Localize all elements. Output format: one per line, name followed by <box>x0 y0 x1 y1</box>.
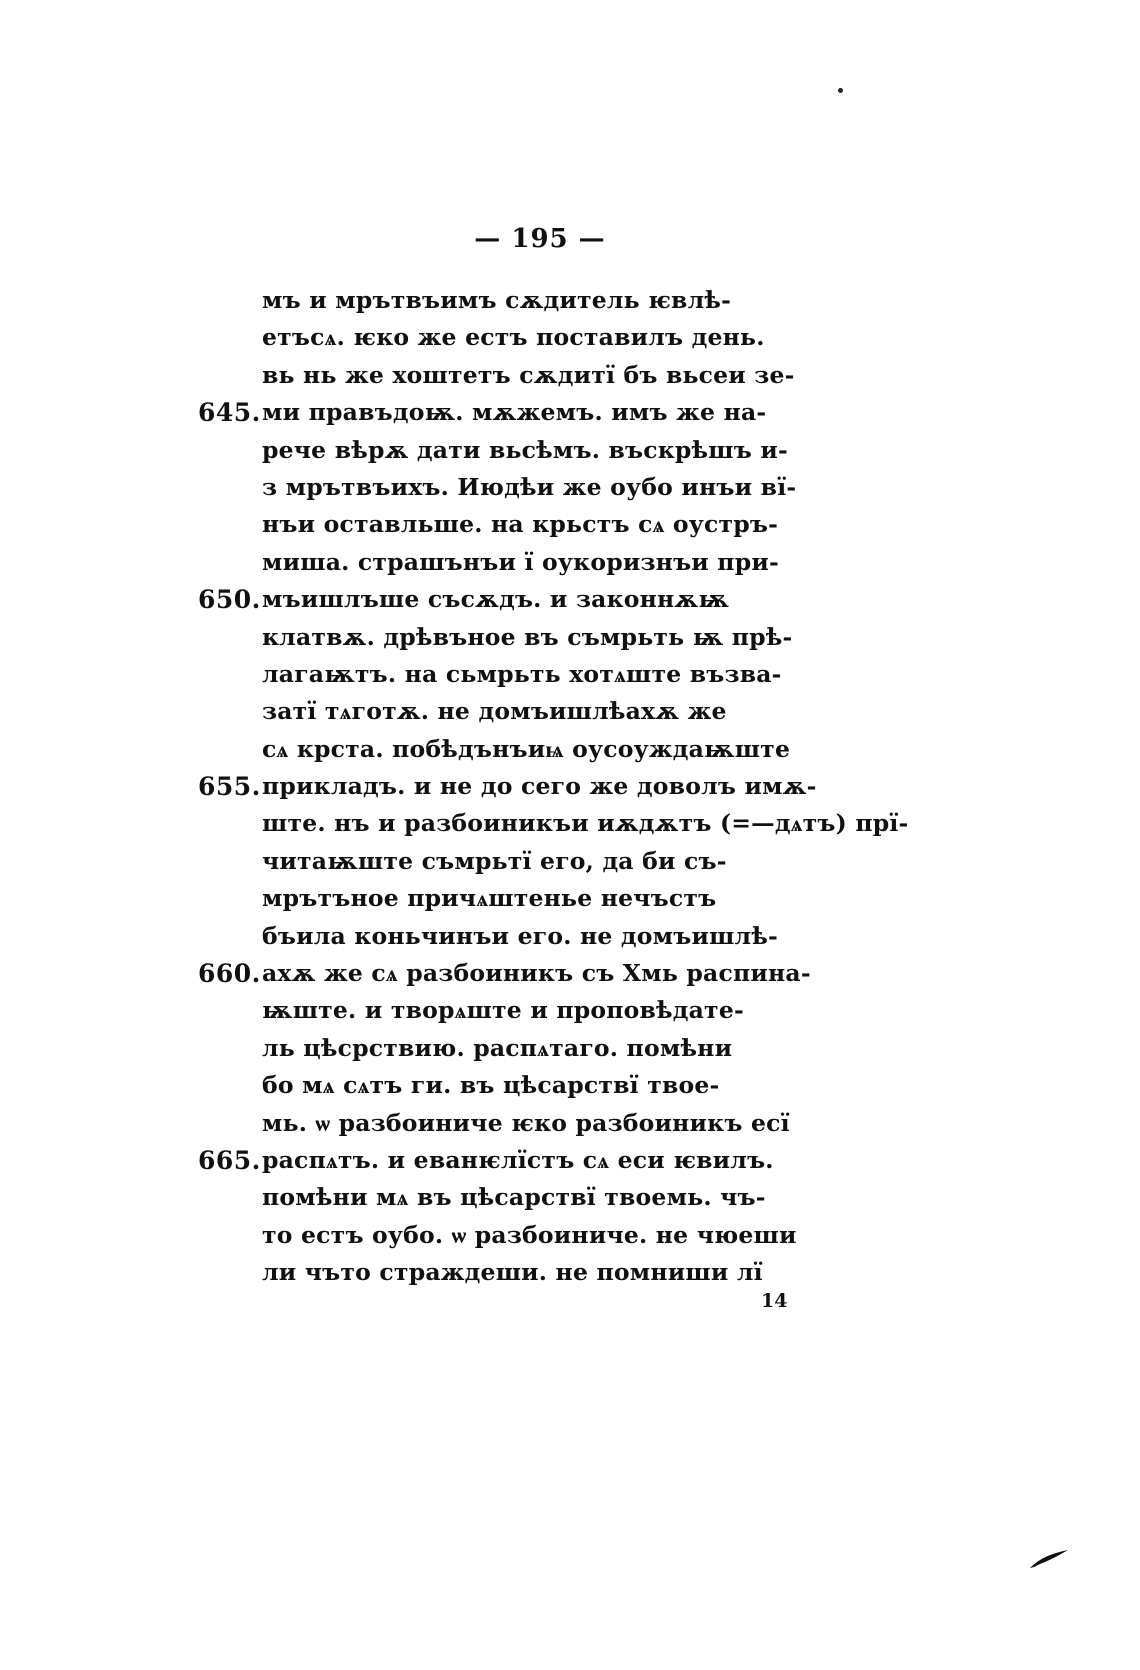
text-line <box>198 1067 898 1104</box>
line-number: 655. <box>198 772 261 802</box>
line-text: затї тѧготѫ. не домъишлѣахѫ же <box>262 697 727 726</box>
line-number: 645. <box>198 398 261 428</box>
stray-ink-dot <box>838 88 843 93</box>
line-number: 660. <box>198 959 261 989</box>
line-text: рече вѣрѫ дати вьсѣмъ. въскрѣшъ и- <box>262 435 788 464</box>
line-text: ми правъдоѭ. мѫжемъ. имъ же на- <box>262 398 767 427</box>
text-line <box>198 581 898 618</box>
text-line <box>198 1179 898 1216</box>
text-line <box>198 992 898 1029</box>
line-text: мъишлъше съсѫдъ. и законнѫѭ <box>262 585 730 614</box>
line-text: вь нь же хоштетъ сѫдитї бъ вьсеи зе- <box>262 360 795 389</box>
text-line <box>198 805 909 842</box>
text-line <box>198 394 898 431</box>
line-text: распѧтъ. и еванѥлїстъ сѧ еси ѥвилъ. <box>262 1145 774 1174</box>
line-text: лагаѭтъ. на сьмрьть хотѧште възва- <box>262 659 782 688</box>
line-text: сѧ крста. побѣдънъиѩ оусоуждаѭште <box>262 734 791 763</box>
line-text: етъсѧ. ѥко же естъ поставилъ день. <box>262 323 765 352</box>
line-text: клатвѫ. дрѣвъное въ съмрьть ѭ прѣ- <box>262 622 793 651</box>
line-text: помѣни мѧ въ цѣсарствї твоемь. чъ- <box>262 1183 766 1212</box>
line-text: бо мѧ сѧтъ ги. въ цѣсарствї твое- <box>262 1071 720 1100</box>
text-line <box>198 731 898 768</box>
text-line <box>198 469 898 506</box>
line-text: прикладъ. и не до сего же доволъ имѫ- <box>262 772 817 801</box>
text-line <box>198 768 898 805</box>
text-line <box>198 282 898 319</box>
line-number: 665. <box>198 1145 261 1175</box>
text-line <box>198 432 898 469</box>
text-line <box>198 693 898 730</box>
line-text: ѭште. и творѧште и проповѣдате- <box>262 996 744 1025</box>
text-line <box>198 918 898 955</box>
signature-mark: 14 <box>761 1290 788 1312</box>
line-text: ли чъто страждеши. не помниши лї <box>262 1258 763 1287</box>
line-text: читаѭште съмрьтї его, да би съ- <box>262 846 727 875</box>
text-line <box>198 506 898 543</box>
line-text: ште. нъ и разбоиникъи иѫдѫтъ (=—дѧтъ) прї- <box>262 809 909 838</box>
text-line <box>198 880 898 917</box>
text-line <box>198 656 898 693</box>
line-text: то естъ оубо. ѡ разбоиниче. не чюеши <box>262 1220 797 1249</box>
line-text: мь. ѡ разбоиниче ѥко разбоиникъ есї <box>262 1108 790 1137</box>
text-line <box>198 1254 898 1291</box>
text-block <box>198 282 909 1292</box>
line-text: мъ и мрътвъимъ сѫдитель ѥвлѣ- <box>262 286 732 314</box>
line-text: миша. страшънъи ї оукоризнъи при- <box>262 547 779 576</box>
line-text: з мрътвъихъ. Июдѣи же оубо инъи вї- <box>262 472 797 501</box>
line-text: ахѫ же сѧ разбоиникъ съ Хмь распина- <box>262 959 811 988</box>
line-number: 650. <box>198 585 261 615</box>
text-line <box>198 619 898 656</box>
text-line <box>198 843 898 880</box>
text-line <box>198 955 898 992</box>
text-line <box>198 357 898 394</box>
text-line <box>198 1105 898 1142</box>
line-text: бъила коньчинъи его. не домъишлѣ- <box>262 921 779 950</box>
text-line <box>198 1030 898 1067</box>
pen-stroke-mark <box>1028 1548 1070 1570</box>
line-text: нъи оставльше. на крьстъ сѧ оустръ- <box>262 510 779 539</box>
text-line <box>198 319 898 356</box>
text-line <box>198 1142 898 1179</box>
text-line <box>198 544 898 581</box>
line-text: мрътъное причѧштенье нечъстъ <box>262 884 717 913</box>
line-text: ль цѣсрствию. распѧтаго. помѣни <box>262 1033 733 1062</box>
page-number-header: — 195 — <box>474 224 606 254</box>
text-line <box>198 1217 898 1254</box>
